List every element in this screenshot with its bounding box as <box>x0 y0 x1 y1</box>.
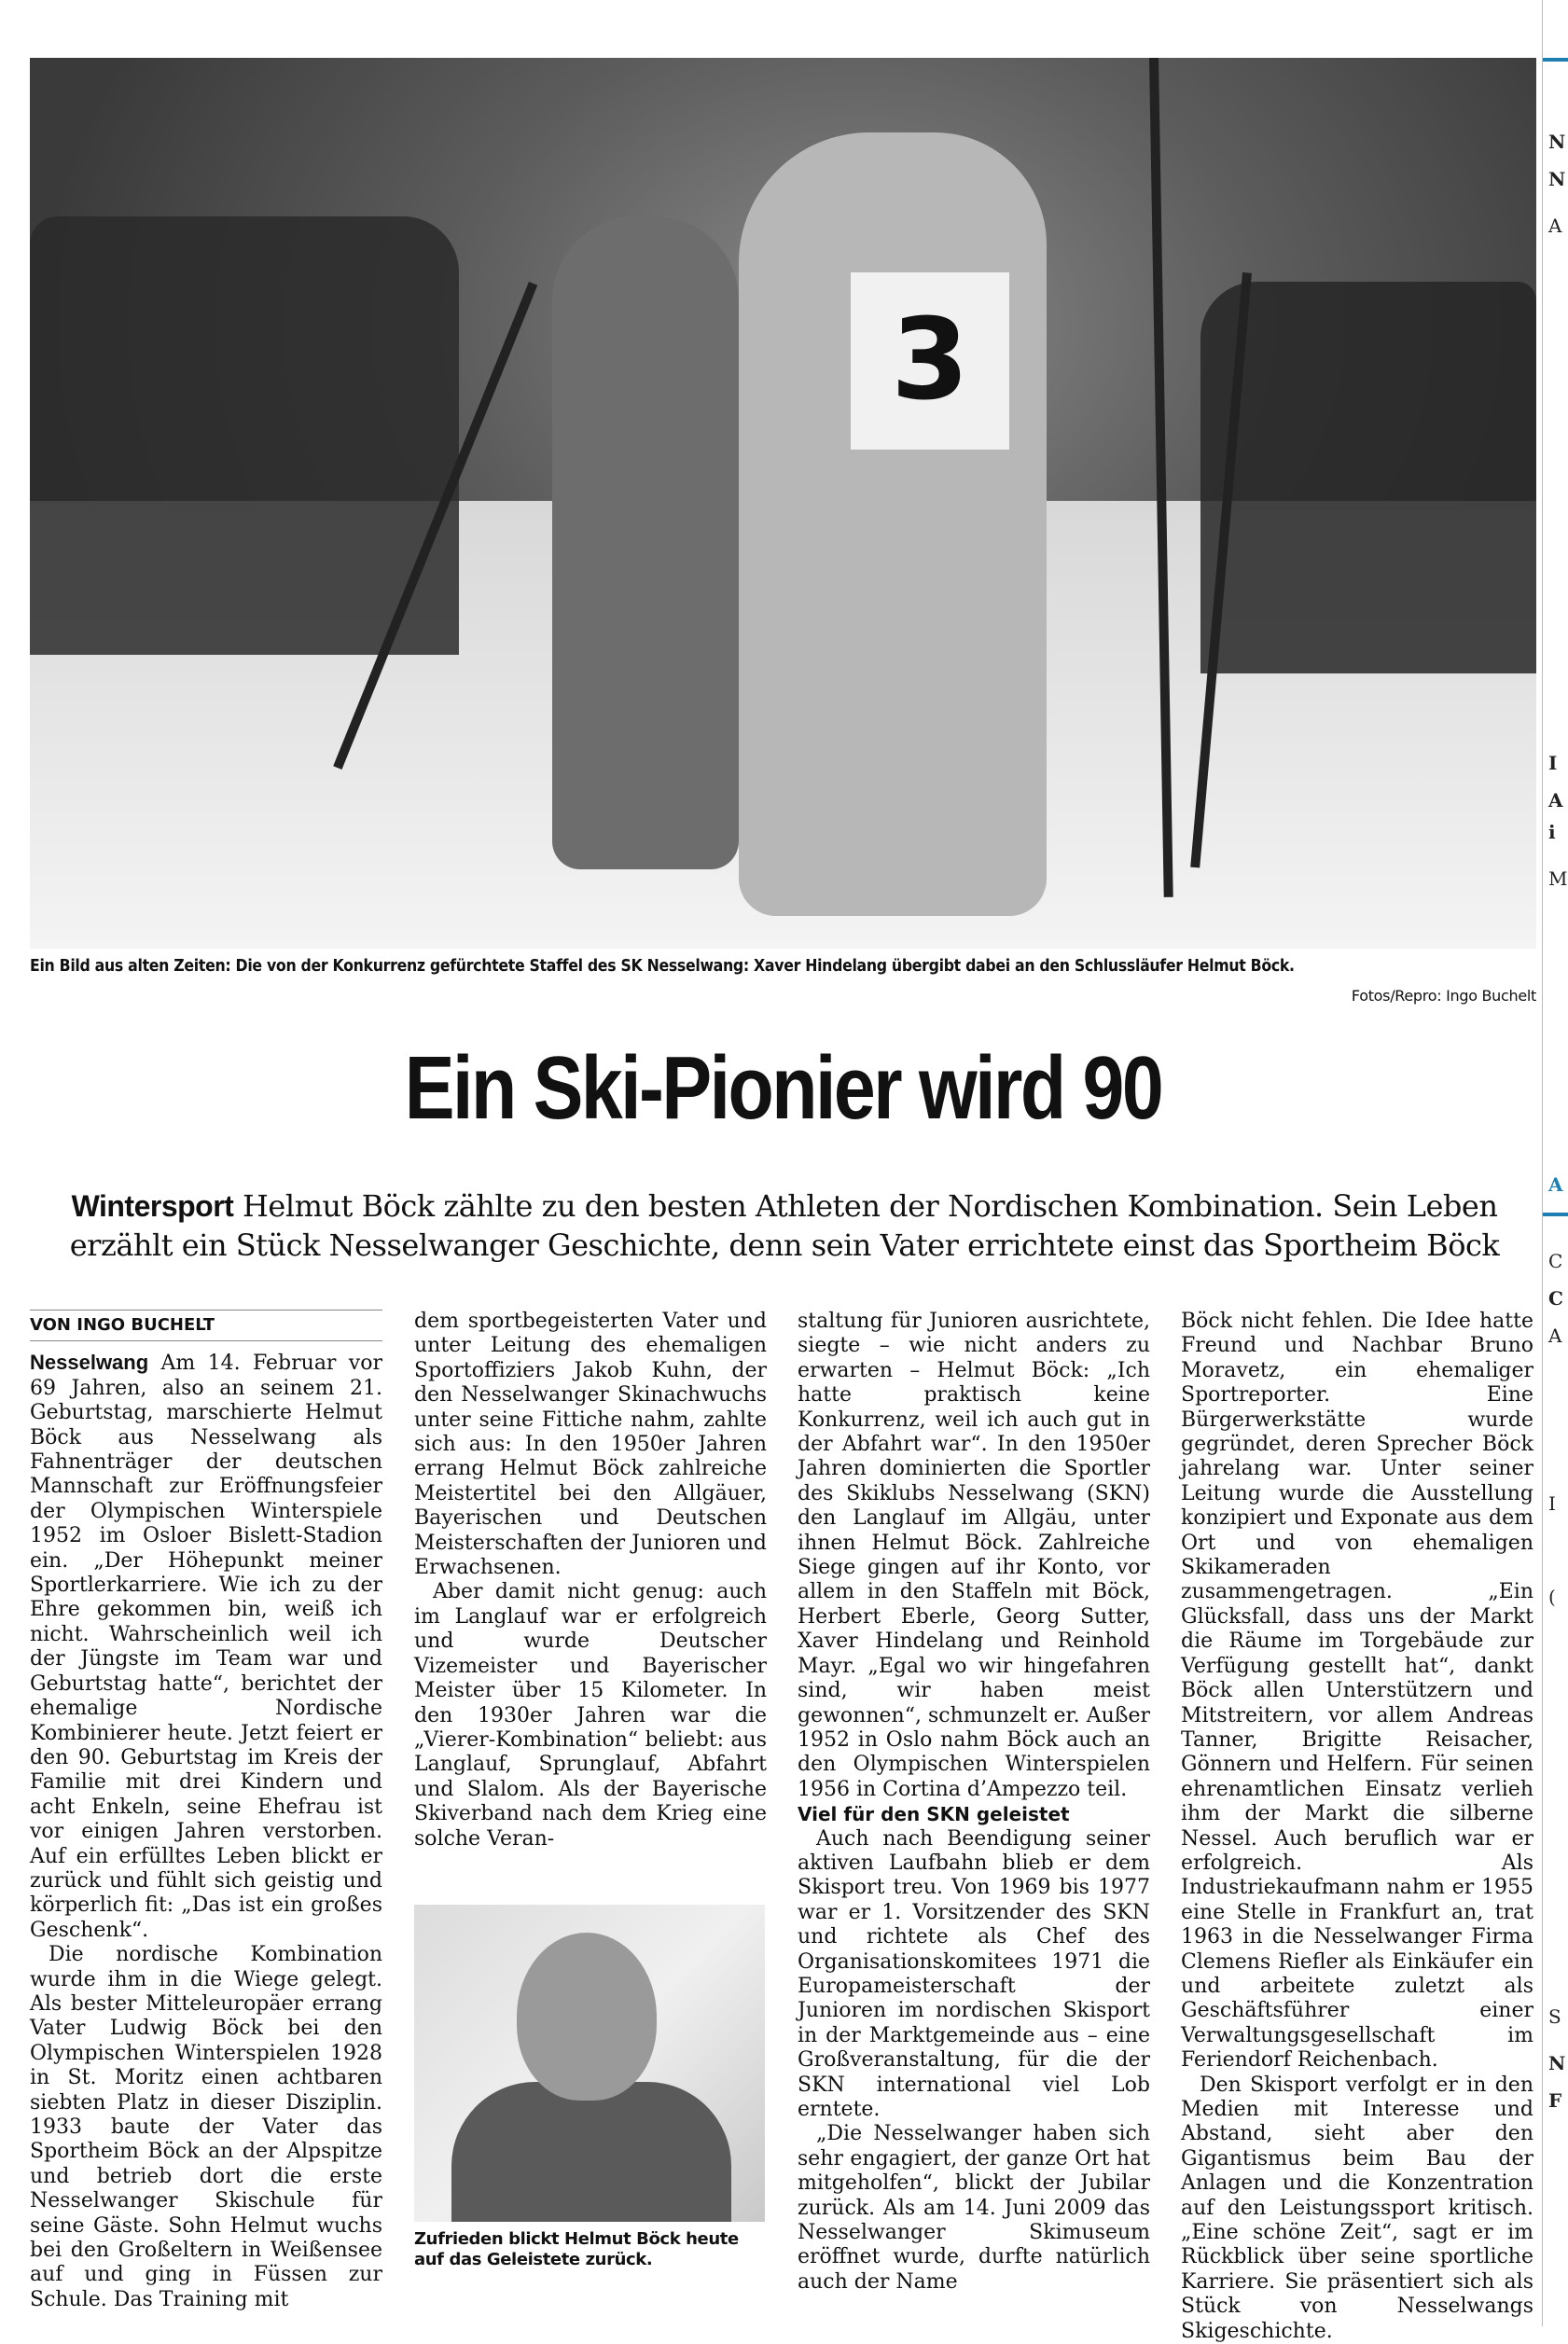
accent-rule <box>1543 58 1568 62</box>
cut-letter: C <box>1548 1287 1563 1310</box>
subheading: Viel für den SKN geleistet <box>798 1803 1070 1826</box>
cut-letter: ( <box>1548 1586 1556 1608</box>
cut-letter: C <box>1548 1250 1563 1272</box>
accent-rule <box>1543 1213 1568 1216</box>
portrait-caption: Zufrieden blickt Helmut Böck heute auf das Geleistete zurück. <box>414 2229 739 2269</box>
cut-letter: S <box>1548 2005 1561 2028</box>
paragraph-text: Am 14. Februar vor 69 Jahren, also an seinem 21. Geburtstag, marschierte Helmut Böck aus Nesselwang als Fahnenträger der deutschen Mannschaft zur Eröffnungsfeier der Olympischen Winterspiele 1952 im Osloer Bislett-Stadion ein. „Der Höhepunkt meiner Sportlerkarriere. Wie ich zu der Ehre gekommen bin, weiß ich nicht. Wahrscheinlich weil ich der Jüngste im Team war und Geburtstag hatte“, berichtet der ehemalige Nordische Kombinierer heute. Jetzt feiert er den 90. Geburtstag im Kreis der Familie mit drei Kindern und acht Enkeln, seine Ehefrau ist vor einigen Jahren verstorben. Auf ein erfülltes Leben blickt er zurück und fühlt sich geistig und körperlich fit: „Das ist ein großes Geschenk“. <box>30 1352 382 1942</box>
headline: Ein Ski-Pionier wird 90 <box>404 1038 1162 1138</box>
portrait-photo <box>414 1905 765 2222</box>
cut-letter: A <box>1548 215 1562 237</box>
article-column-4 <box>1181 1310 1533 2344</box>
paragraph: Auch nach Beendigung seiner aktiven Laufbahn blieb er dem Skisport treu. Von 1969 bis 1977 war er 1. Vorsitzender des SKN und richtete als Chef des Organisationskomitees 1971 die Europameisterschaft der Junioren im nordischen Skisport in der Marktgemeinde aus – eine Großveranstaltung, für die der SKN international viel Lob erntete. <box>798 1826 1150 2121</box>
paragraph: Aber damit nicht genug: auch im Langlauf war er erfolgreich und wurde Deutscher Vizemeister und Bayerischer Meister über 15 Kilometer. In den 1930er Jahren war die „Vierer-Kombination“ beliebt: aus Langlauf, Sprunglauf, Abfahrt und Slalom. Als der Bayerische Skiverband nach dem Krieg eine solche Veran- <box>414 1580 767 1851</box>
spectators-right <box>1200 282 1536 673</box>
cut-letter: N <box>1548 168 1566 190</box>
cut-letter: I <box>1548 752 1558 774</box>
main-photo <box>30 58 1536 949</box>
teaser-kicker: Wintersport <box>71 1189 234 1223</box>
portrait-head <box>517 1933 657 2101</box>
paragraph: Die nordische Kombination wurde ihm in die Wiege gelegt. Als bester Mitteleuropäer errang Vater Ludwig Böck bei den Olympischen Winterspielen 1928 in St. Moritz einen achtbaren siebten Platz in dieser Disziplin. 1933 baute der Vater das Sportheim Böck an der Alpspitze und betrieb dort die erste Nesselwanger Skischule für seine Gäste. Sohn Helmut wuchs bei den Großeltern in Weißensee auf und ging in Füssen zur Schule. Das Training mit <box>30 1943 382 2311</box>
spectators-left <box>30 216 459 655</box>
cut-letter: N <box>1548 131 1566 153</box>
teaser-text: Helmut Böck zählte zu den besten Athleten der Nordischen Kombination. Sein Leben erzählt ein Stück Nesselwanger Geschichte, denn sein Vater errichtete einst das Sportheim Böck <box>69 1188 1500 1263</box>
article-column-2 <box>414 1310 767 1852</box>
cut-letter: A <box>1548 789 1563 811</box>
neighbour-article-strip <box>1542 0 1568 2326</box>
paragraph: Den Skisport verfolgt er in den Medien mit Interesse und Abstand, sieht aber den Gigantismus beim Bau der Anlagen und die Konzentration auf den Leistungssport kritisch. „Eine schöne Zeit“, sagt er im Rückblick über seine sportliche Karriere. Sie präsentiert sich als Stück von Nesselwangs Skigeschichte. <box>1181 2073 1533 2343</box>
byline: VON INGO BUCHELT <box>30 1310 382 1341</box>
article-column-1 <box>30 1310 382 2312</box>
cut-letter: i <box>1548 821 1556 843</box>
photo-caption: Ein Bild aus alten Zeiten: Die von der Konkurrenz gefürchtete Staffel des SK Nesselwang: Xaver Hindelang übergibt dabei an den Schlussläufer Helmut Böck. <box>30 957 1295 976</box>
start-bib: 3 <box>851 272 1009 450</box>
dateline: Nesselwang <box>30 1351 149 1375</box>
skier-final-runner <box>739 132 1047 916</box>
cut-letter: I <box>1548 1492 1556 1515</box>
teaser <box>34 1186 1535 1265</box>
skier-handing-over <box>552 216 739 869</box>
cut-letter: A <box>1548 1173 1563 1196</box>
article-column-3 <box>798 1310 1150 2295</box>
photo-credit: Fotos/Repro: Ingo Buchelt <box>1351 987 1536 1005</box>
portrait-body <box>451 2082 731 2222</box>
paragraph: staltung für Junioren ausrichtete, siegte – wie nicht anders zu erwarten – Helmut Böck: „Ich hatte praktisch keine Konkurrenz, weil ich auch gut in der Abfahrt war“. In den 1950er Jahren dominierten die Sportler des Skiklubs Nesselwang (SKN) den Langlauf im Allgäu, unter ihnen Helmut Böck. Zahlreiche Siege gingen auf ihr Konto, vor allem in den Staffeln mit Böck, Herbert Eberle, Georg Sutter, Xaver Hindelang und Reinhold Mayr. „Egal wo wir hingefahren sind, wir haben meist gewonnen“, schmunzelt er. Außer 1952 in Oslo nahm Böck auch an den Olympischen Winterspielen 1956 in Cortina d’Ampezzo teil. <box>798 1310 1150 1801</box>
paragraph: Böck nicht fehlen. Die Idee hatte Freund und Nachbar Bruno Moravetz, ein ehemaliger Sportreporter. Eine Bürgerwerkstätte wurde gegründet, deren Sprecher Böck jahrelang war. Unter seiner Leitung wurde die Ausstellung konzipiert und Exponate aus dem Ort und von ehemaligen Skikameraden zusammengetragen. „Ein Glücksfall, dass uns der Markt die Räume im Torgebäude zur Verfügung gestellt hat“, dankt Böck allen Unterstützern und Mitstreitern, vor allem Andreas Tanner, Brigitte Reisacher, Gönnern und Helfern. Für seinen ehrenamtlichen Einsatz verlieh ihm der Markt die silberne Nessel. Auch beruflich war er erfolgreich. Als Industriekaufmann nahm er 1955 eine Stelle in Frankfurt an, trat 1963 in die Nesselwanger Firma Clemens Riefler als Einkäufer ein und arbeitete zuletzt als Geschäftsführer einer Verwaltungsgesellschaft im Feriendorf Reichenbach. <box>1181 1310 1533 2073</box>
paragraph <box>30 1351 382 1943</box>
cut-letter: A <box>1548 1325 1562 1347</box>
cut-letter: M <box>1548 867 1568 890</box>
paragraph: dem sportbegeisterten Vater und unter Leitung des ehemaligen Sportoffiziers Jakob Kuhn, der den Nesselwanger Skinachwuchs unter seine Fittiche nahm, zahlte sich aus: In den 1950er Jahren errang Helmut Böck zahlreiche Meistertitel bei den Allgäuer, Bayerischen und Deutschen Meisterschaften der Junioren und Erwachsenen. <box>414 1310 767 1580</box>
cut-letter: F <box>1548 2089 1562 2112</box>
paragraph: „Die Nesselwanger haben sich sehr engagiert, der ganze Ort hat mitgeholfen“, blickt der Jubilar zurück. Als am 14. Juni 2009 das Nesselwanger Skimuseum eröffnet wurde, durfte natürlich auch der Name <box>798 2122 1150 2294</box>
cut-letter: N <box>1548 2052 1566 2074</box>
